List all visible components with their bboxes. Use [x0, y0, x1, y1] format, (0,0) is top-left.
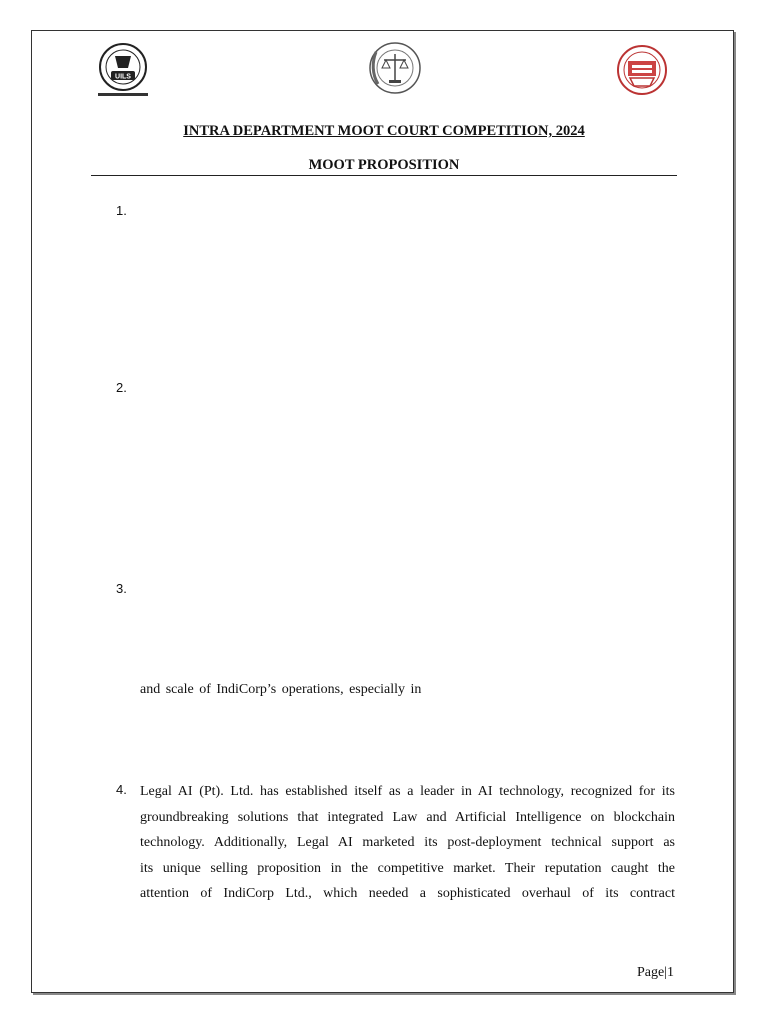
page-number: Page|1	[637, 965, 675, 980]
item-4-paragraph	[140, 779, 675, 907]
document-title: INTRA DEPARTMENT MOOT COURT COMPETITION, 2024	[183, 123, 585, 139]
paragraph-line: technology. Additionally, Legal AI marketed its post-deployment technical support as	[140, 835, 675, 850]
item-number-3: 3.	[116, 581, 127, 596]
moot-court-society-logo	[362, 40, 428, 96]
title-divider	[91, 175, 677, 176]
item-number-1: 1.	[116, 203, 127, 218]
document-subtitle: MOOT PROPOSITION	[308, 157, 460, 173]
item-number-4: 4.	[116, 782, 127, 797]
uils-logo	[95, 42, 151, 100]
paragraph-line: Legal AI (Pt). Ltd. has established itself as a leader in AI technology, recognized for its	[140, 784, 675, 799]
item-number-2: 2.	[116, 380, 127, 395]
svg-text:UILS: UILS	[115, 73, 131, 81]
item-3-fragment: and scale of IndiCorp’s operations, especially in	[140, 682, 422, 697]
panjab-university-seal	[612, 44, 672, 96]
paragraph-line: groundbreaking solutions that integrated Law and Artificial Intelligence on blockchain	[140, 809, 675, 825]
paragraph-line: its unique selling proposition in the competitive market. Their reputation caught the	[140, 860, 675, 876]
paragraph-line: attention of IndiCorp Ltd., which needed a sophisticated overhaul of its contract	[140, 886, 675, 901]
